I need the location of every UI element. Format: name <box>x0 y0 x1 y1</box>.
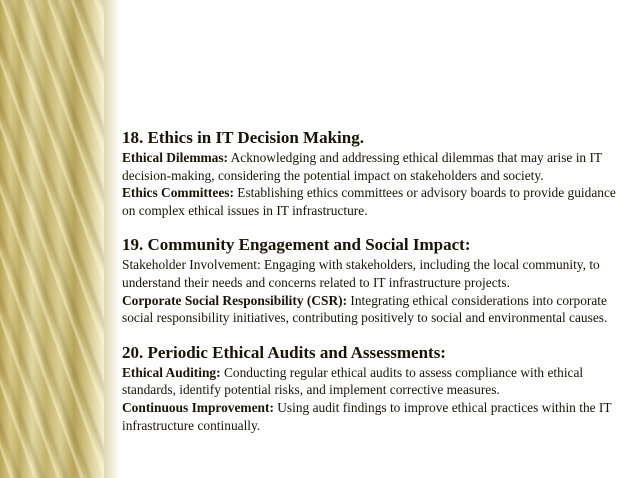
section-title: 19. Community Engagement and Social Impact: <box>122 235 471 255</box>
paragraph-text: Stakeholder Involvement: Engaging with stakeholders, including the local community, to understand their needs and concerns related to IT infrastructure projects. <box>122 257 600 290</box>
paragraph-text: Establishing ethics committees or advisory boards to provide guidance on complex ethical issues in IT infrastructure. <box>122 185 616 218</box>
paragraph-ethical-auditing <box>122 364 632 399</box>
term-label: Ethics Committees: <box>122 185 234 201</box>
paragraph-ethical-dilemmas <box>122 149 632 184</box>
section-community-engagement <box>122 234 632 326</box>
paragraph-stakeholder-involvement <box>122 256 632 291</box>
section-title: 20. Periodic Ethical Audits and Assessments: <box>122 342 446 362</box>
slide-content <box>122 127 632 449</box>
paragraph-text: Acknowledging and addressing ethical dilemmas that may arise in IT decision-making, considering the potential impact on stakeholders and society. <box>122 150 602 183</box>
section-ethics-decision-making <box>122 127 632 219</box>
paragraph-ethics-committees <box>122 184 632 219</box>
paragraph-text: Conducting regular ethical audits to assess compliance with ethical standards, identify potential risks, and implement corrective measures. <box>122 364 584 398</box>
paragraph-continuous-improvement <box>122 399 632 434</box>
paragraph-text: Integrating ethical considerations into corporate social responsibility initiatives, contributing positively to social and environmental causes. <box>122 292 608 326</box>
term-label: Corporate Social Responsibility (CSR): <box>122 292 348 308</box>
term-label: Ethical Auditing: <box>122 364 221 380</box>
term-label: Continuous Improvement: <box>122 399 274 415</box>
paragraph-csr <box>122 292 632 327</box>
term-label: Ethical Dilemmas: <box>122 150 228 165</box>
section-ethical-audits <box>122 342 632 434</box>
section-title: 18. Ethics in IT Decision Making. <box>122 128 364 147</box>
decorative-gold-border <box>0 0 104 478</box>
paragraph-text: Using audit findings to improve ethical practices within the IT infrastructure continually. <box>122 399 612 433</box>
